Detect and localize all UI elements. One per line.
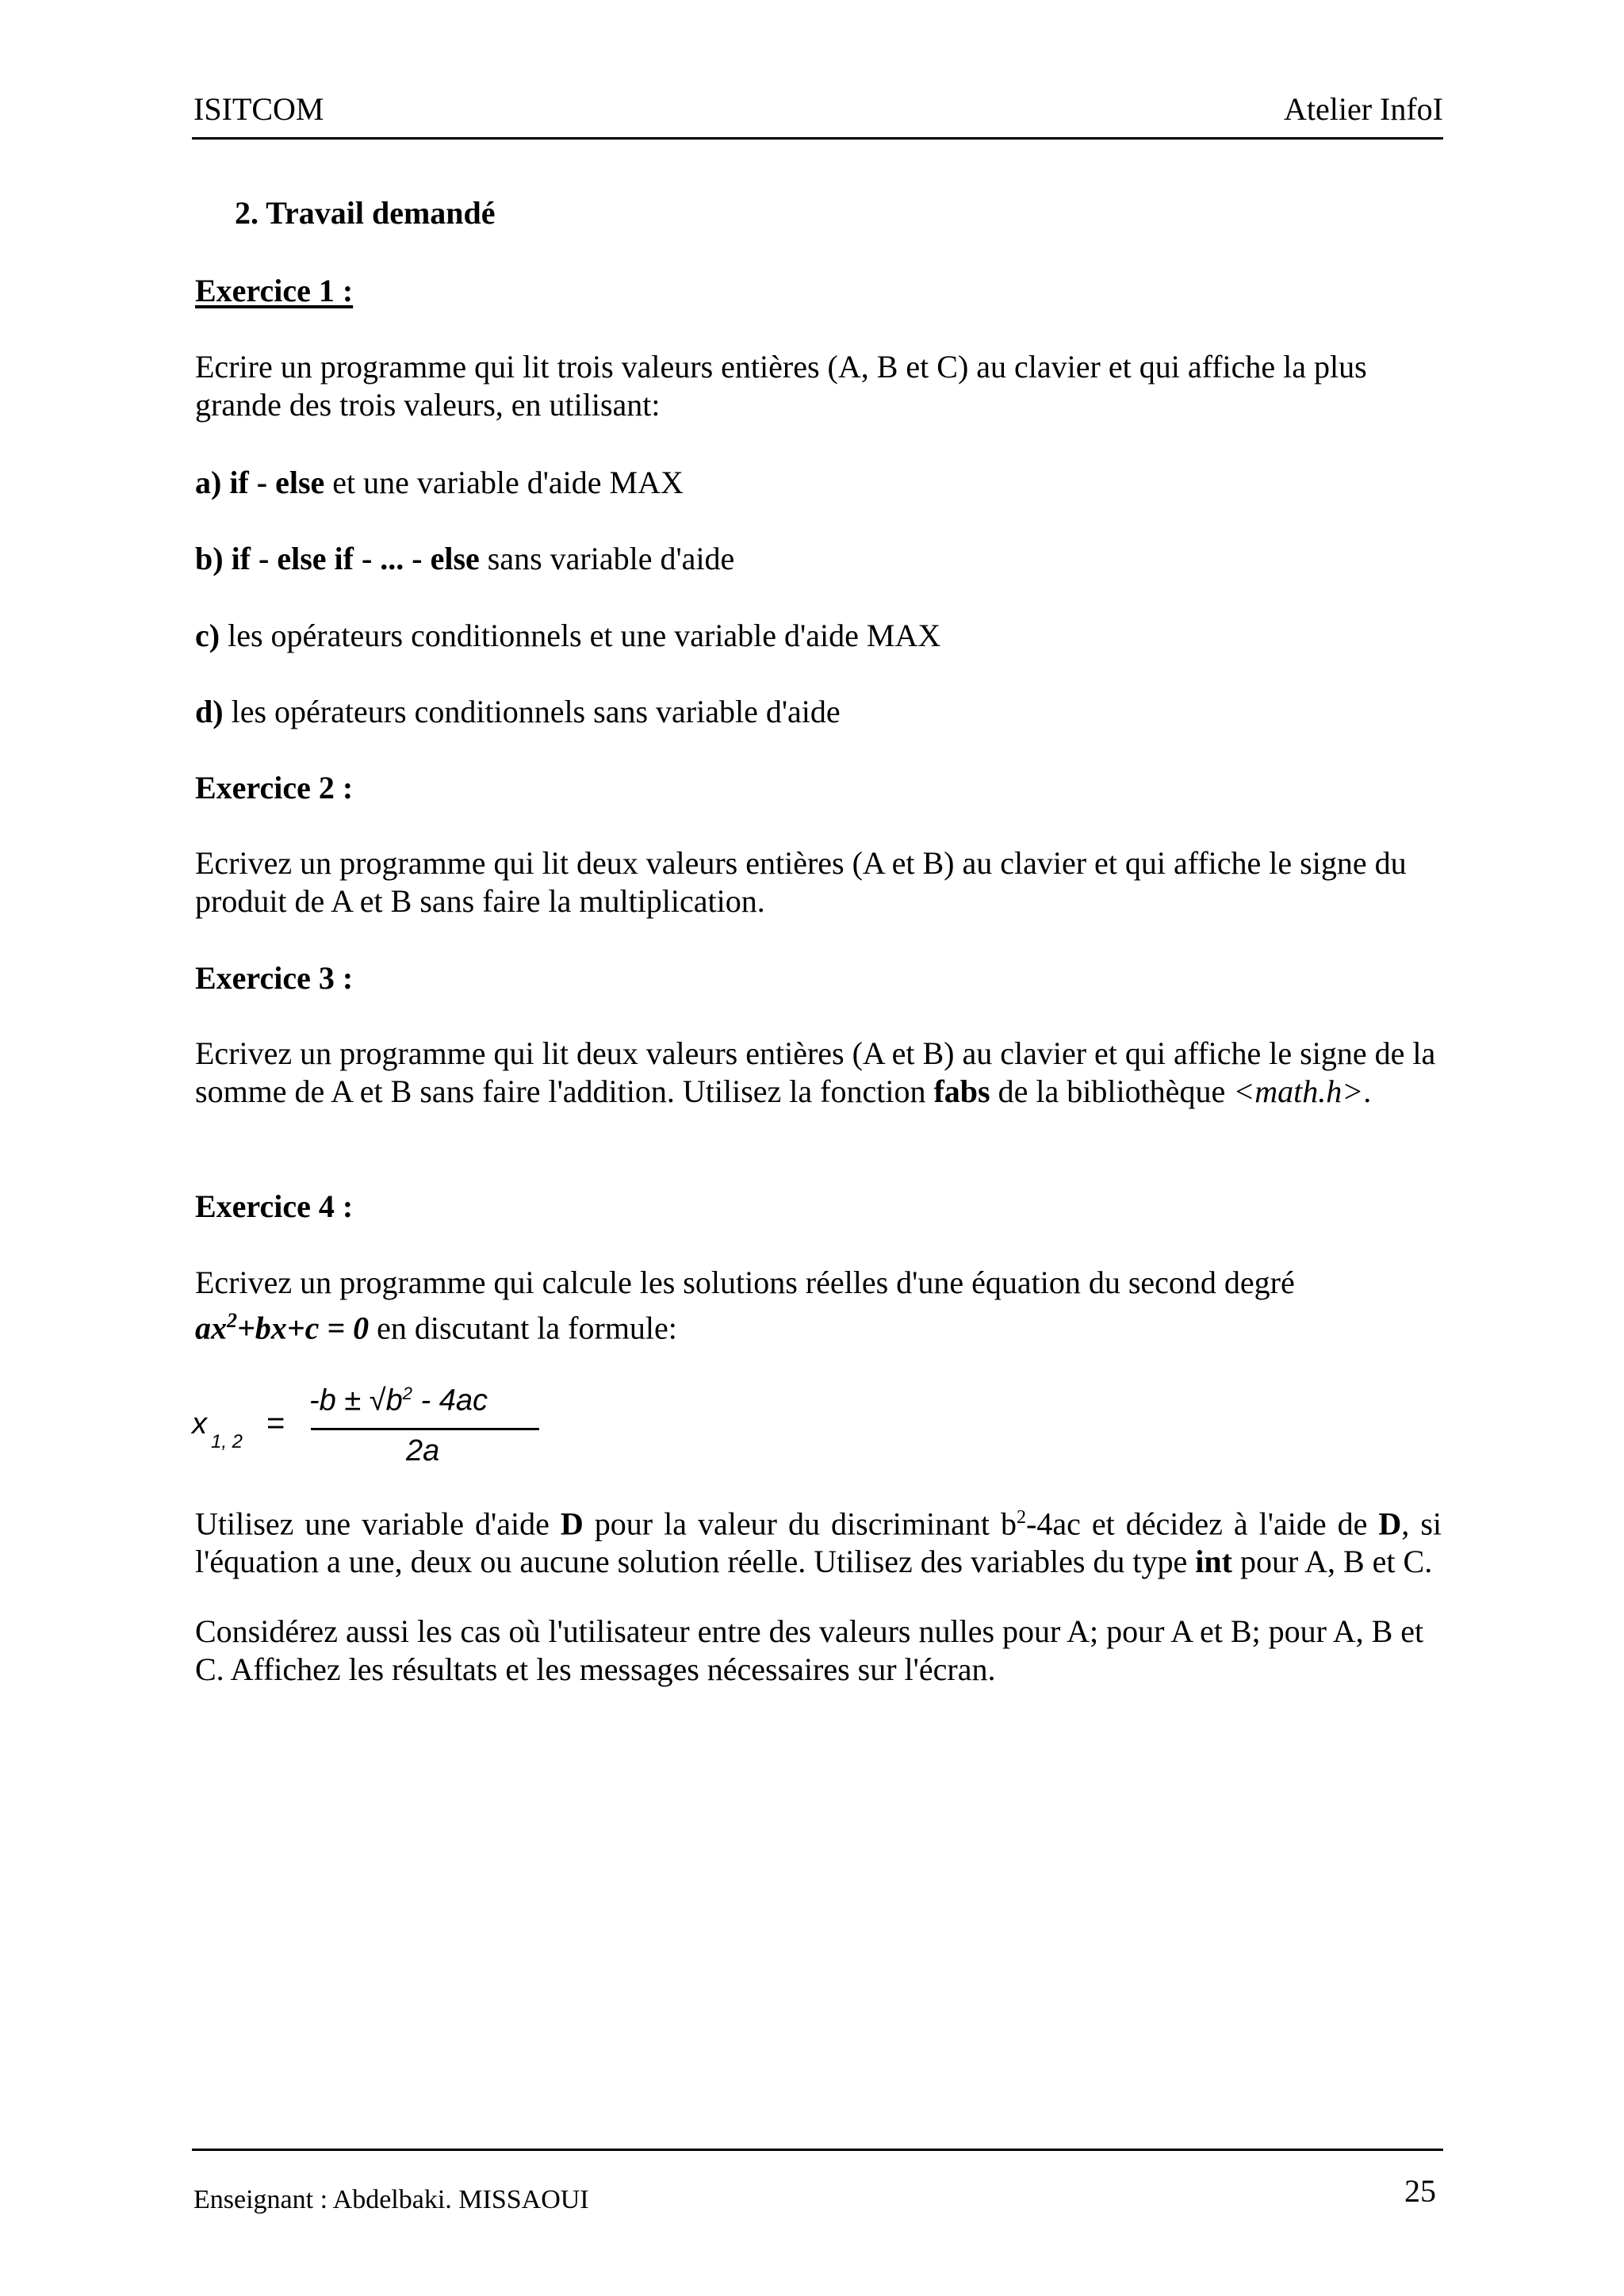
eq-tail: en discutant la formule: — [369, 1310, 677, 1346]
exercise-4-intro: Ecrivez un programme qui calcule les solutions réelles d'une équation du second degré — [195, 1265, 1295, 1300]
eq-sup: 2 — [227, 1309, 237, 1332]
footer-rule — [192, 2149, 1443, 2151]
item-a-label: a) if - else — [195, 465, 325, 500]
exercise-1-item-a — [195, 464, 1442, 502]
p1-int: int — [1195, 1544, 1232, 1580]
ex3-text-before: Ecrivez un programme qui lit deux valeurs entières (A et B) au clavier et qui affiche le signe de la somme de A et B sans faire l'addition. Utilisez la fonction — [195, 1035, 1436, 1109]
formula-x-letter: x — [192, 1407, 207, 1441]
footer-teacher: Enseignant : Abdelbaki. MISSAOUI — [193, 2185, 589, 2214]
formula-num-main: -b ± √b — [309, 1383, 403, 1418]
exercise-3-text — [195, 1035, 1442, 1111]
ex3-text-middle: de la bibliothèque — [990, 1073, 1234, 1109]
section-title: 2. Travail demandé — [235, 195, 496, 231]
item-b-text: sans variable d'aide — [479, 541, 735, 576]
exercise-1-item-b — [195, 540, 1442, 578]
exercise-2-title: Exercice 2 : — [195, 770, 354, 806]
page-number: 25 — [1404, 2173, 1436, 2209]
formula-denominator: 2a — [406, 1434, 440, 1468]
formula-num-tail: - 4ac — [412, 1383, 488, 1418]
exercise-4-paragraph-2: Considérez aussi les cas où l'utilisateur entre des valeurs nulles pour A; pour A et B; pour A, B et C. Affichez les résultats et les messages nécessaires sur l'écran. — [195, 1613, 1424, 1687]
p1-d-var: D — [560, 1506, 584, 1542]
exercise-2-text: Ecrivez un programme qui lit deux valeurs entières (A et B) au clavier et qui affiche le signe du produit de A et B sans faire la multiplication. — [195, 845, 1407, 919]
header-left: ISITCOM — [193, 91, 324, 127]
p1-h: pour A, B et C. — [1231, 1544, 1433, 1580]
exercise-4-equation — [195, 1302, 1442, 1347]
ex3-text-after: . — [1363, 1073, 1372, 1109]
p1-d: -4ac et décidez à l'aide de — [1026, 1506, 1379, 1542]
exercise-4-paragraph-1 — [195, 1498, 1442, 1581]
header-right: Atelier InfoI — [1283, 91, 1443, 127]
item-d-text: les opérateurs conditionnels sans variable d'aide — [223, 694, 841, 729]
ex3-fabs: fabs — [933, 1073, 990, 1109]
exercise-3-title: Exercice 3 : — [195, 960, 354, 996]
item-d-label: d) — [195, 694, 224, 729]
p1-sup: 2 — [1017, 1507, 1026, 1528]
formula-numerator — [309, 1383, 488, 1418]
p1-a: Utilisez une variable d'aide — [195, 1506, 561, 1542]
exercise-1-item-c — [195, 617, 1442, 655]
p1-d-var-2: D — [1378, 1506, 1402, 1542]
exercise-4-title: Exercice 4 : — [195, 1188, 354, 1224]
header-rule — [192, 137, 1443, 140]
eq-a: ax — [195, 1310, 227, 1346]
item-b-label: b) if - else if - ... - else — [195, 541, 480, 576]
eq-b: +bx+c = 0 — [237, 1310, 370, 1346]
formula-equals: = — [266, 1406, 285, 1441]
formula-x — [192, 1407, 243, 1452]
formula-subscript: 1, 2 — [211, 1431, 243, 1452]
quadratic-formula — [192, 1383, 557, 1479]
formula-fraction-bar — [311, 1428, 539, 1430]
item-c-text: les opérateurs conditionnels et une variable d'aide MAX — [220, 618, 941, 653]
p1-c: pour la valeur du discriminant b — [583, 1506, 1017, 1542]
exercise-1-title-text: Exercice 1 : — [195, 273, 354, 308]
exercise-1-text: Ecrire un programme qui lit trois valeurs entières (A, B et C) au clavier et qui affiche la plus grande des trois valeurs, en utilisant: — [195, 349, 1367, 423]
exercise-1-item-d — [195, 693, 1442, 731]
item-a-text: et une variable d'aide MAX — [324, 465, 684, 500]
exercise-1-title — [195, 272, 1442, 310]
ex3-mathh: <math.h> — [1233, 1073, 1364, 1109]
formula-num-sup: 2 — [402, 1383, 412, 1403]
item-c-label: c) — [195, 618, 220, 653]
p1-f: , si l'équation a une, deux ou aucune solution réelle. Utilisez des variables du type — [195, 1506, 1442, 1580]
